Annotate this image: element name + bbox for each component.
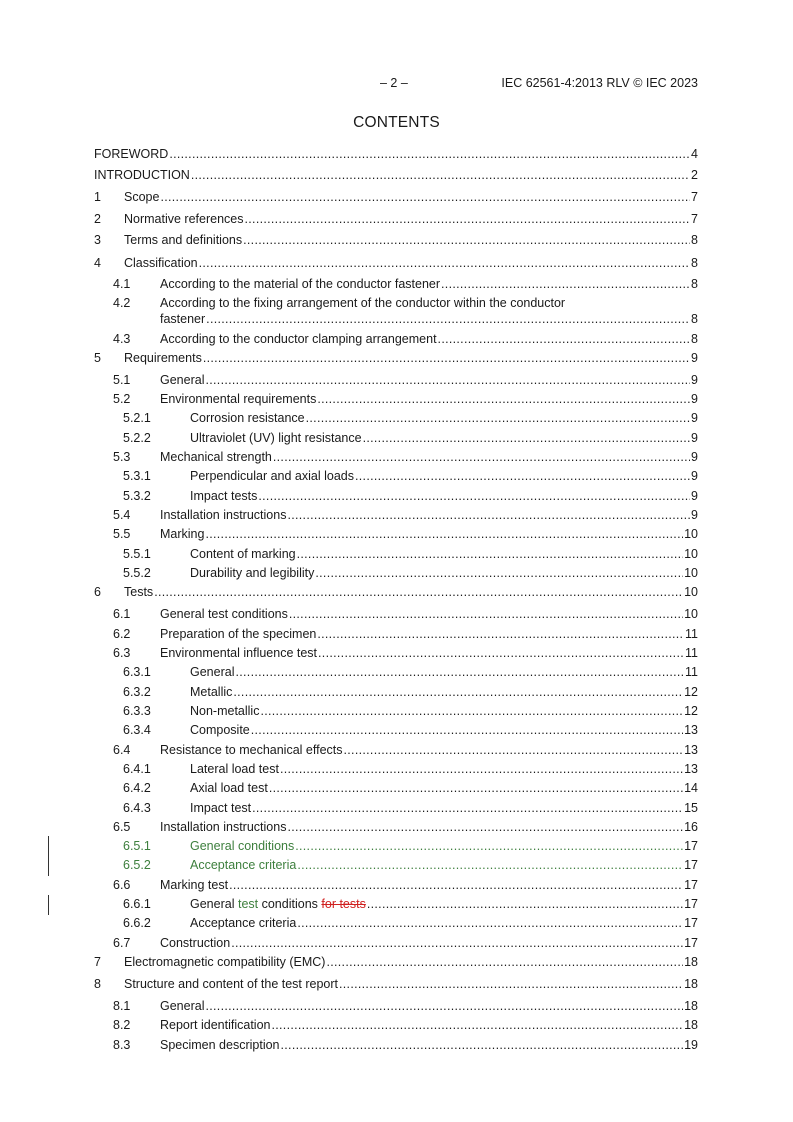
toc-page: 11 <box>685 665 698 679</box>
dot-leader <box>154 585 683 600</box>
toc-page: 7 <box>691 212 698 226</box>
toc-title: Acceptance criteria <box>190 916 297 930</box>
toc-title: Marking <box>160 527 205 541</box>
toc-title: Impact test <box>190 801 252 815</box>
toc-title: Perpendicular and axial loads <box>190 469 354 483</box>
page-title: CONTENTS <box>353 114 440 131</box>
toc-page: 18 <box>684 1018 698 1032</box>
toc-title: INTRODUCTION <box>94 168 190 182</box>
toc-number: 8.1 <box>113 999 131 1013</box>
toc-title: Composite <box>190 723 250 737</box>
toc-number: 6.3.2 <box>123 685 151 699</box>
toc-page: 10 <box>684 585 698 599</box>
toc-page: 13 <box>684 762 698 776</box>
toc-page: 17 <box>684 897 698 911</box>
dot-leader <box>315 566 683 581</box>
toc-title: According to the conductor clamping arrangement <box>160 332 437 346</box>
dot-leader <box>326 955 683 970</box>
dot-leader <box>344 743 684 758</box>
toc-page: 13 <box>684 743 698 757</box>
dot-leader <box>297 547 683 562</box>
toc-title: Corrosion resistance <box>190 411 305 425</box>
dot-leader <box>243 233 690 248</box>
toc-page: 8 <box>691 233 698 247</box>
toc-page: 8 <box>691 277 698 291</box>
toc-title: Scope <box>124 190 160 204</box>
dot-leader <box>271 1018 683 1033</box>
dot-leader <box>295 839 683 854</box>
toc-number: 6.3.1 <box>123 665 151 679</box>
toc-number: 6.6 <box>113 878 131 892</box>
toc-title: Content of marking <box>190 547 296 561</box>
toc-number: 7 <box>94 955 101 969</box>
change-bar <box>48 895 49 915</box>
toc-page: 9 <box>691 508 698 522</box>
toc-number: 5.5.1 <box>123 547 151 561</box>
toc-number: 5.2 <box>113 392 131 406</box>
dot-leader <box>317 627 684 642</box>
toc-number: 3 <box>94 233 101 247</box>
change-bar <box>48 836 49 876</box>
toc-number: 6.4.1 <box>123 762 151 776</box>
toc-page: 9 <box>691 450 698 464</box>
toc-title: Ultraviolet (UV) light resistance <box>190 431 362 445</box>
dot-leader <box>269 781 683 796</box>
toc-title: General <box>160 373 205 387</box>
dot-leader <box>169 147 690 162</box>
toc-page: 9 <box>691 489 698 503</box>
dot-leader <box>203 351 690 366</box>
toc-title: General test conditions <box>160 607 288 621</box>
dot-leader <box>355 469 690 484</box>
toc-number: 6.5.2 <box>123 858 151 872</box>
toc-page: 10 <box>684 527 698 541</box>
toc-title: Environmental requirements <box>160 392 317 406</box>
toc-number: 2 <box>94 212 101 226</box>
toc-number: 6.4 <box>113 743 131 757</box>
toc-page: 10 <box>684 607 698 621</box>
toc-title: General <box>160 999 205 1013</box>
toc-page: 16 <box>684 820 698 834</box>
toc-number: 6.1 <box>113 607 131 621</box>
toc-title: Resistance to mechanical effects <box>160 743 343 757</box>
dot-leader <box>245 212 691 227</box>
toc-number: 5.2.2 <box>123 431 151 445</box>
toc-number: 5.3.1 <box>123 469 151 483</box>
toc-title: Durability and legibility <box>190 566 315 580</box>
toc-page: 19 <box>684 1038 698 1052</box>
toc-title: Report identification <box>160 1018 271 1032</box>
deleted-text: for tests <box>321 897 366 911</box>
toc-page: 10 <box>684 547 698 561</box>
toc-title: Metallic <box>190 685 233 699</box>
toc-title: General conditions <box>190 839 295 853</box>
toc-title-part: conditions <box>261 897 318 911</box>
toc-page: 9 <box>691 431 698 445</box>
toc-number: 5.5 <box>113 527 131 541</box>
dot-leader <box>339 977 683 992</box>
toc-page: 9 <box>691 373 698 387</box>
toc-number: 5.3.2 <box>123 489 151 503</box>
toc-number: 6.2 <box>113 627 131 641</box>
dot-leader <box>229 878 683 893</box>
toc-number: 4.2 <box>113 296 131 310</box>
toc-number: 1 <box>94 190 101 204</box>
toc-title: Environmental influence test <box>160 646 318 660</box>
dot-leader <box>317 392 690 407</box>
toc-page: 9 <box>691 392 698 406</box>
dot-leader <box>252 801 683 816</box>
dot-leader <box>363 431 690 446</box>
dot-leader <box>233 685 683 700</box>
dot-leader <box>438 332 691 347</box>
toc-page: 17 <box>684 858 698 872</box>
toc-number: 5.5.2 <box>123 566 151 580</box>
toc-number: 5.2.1 <box>123 411 151 425</box>
dot-leader <box>306 411 690 426</box>
toc-title: Construction <box>160 936 231 950</box>
toc-page: 18 <box>684 999 698 1013</box>
toc-number: 5.4 <box>113 508 131 522</box>
toc-number: 5.1 <box>113 373 131 387</box>
toc-number: 8.2 <box>113 1018 131 1032</box>
toc-page: 17 <box>684 916 698 930</box>
dot-leader <box>281 1038 684 1053</box>
toc-number: 4.1 <box>113 277 131 291</box>
dot-leader <box>367 897 683 912</box>
toc-title: Installation instructions <box>160 820 287 834</box>
toc-title: Non-metallic <box>190 704 260 718</box>
toc-page: 12 <box>684 704 698 718</box>
toc-title: According to the fixing arrangement of the conductor within the conductor <box>160 296 566 310</box>
toc-title: Structure and content of the test report <box>124 977 339 991</box>
toc-title: Mechanical strength <box>160 450 272 464</box>
dot-leader <box>258 489 690 504</box>
toc-title: Tests <box>124 585 154 599</box>
dot-leader <box>280 762 683 777</box>
toc-title: Terms and definitions <box>124 233 243 247</box>
toc-number: 6.6.2 <box>123 916 151 930</box>
page-number: – 2 – <box>380 76 408 90</box>
toc-page: 10 <box>684 566 698 580</box>
toc-title: According to the material of the conductor fastener <box>160 277 441 291</box>
toc-number: 6.3.4 <box>123 723 151 737</box>
toc-page: 8 <box>691 312 698 326</box>
toc-number: 8.3 <box>113 1038 131 1052</box>
toc-page: 11 <box>685 646 698 660</box>
toc-page: 11 <box>685 627 698 641</box>
dot-leader <box>441 277 690 292</box>
toc-title-part: General <box>190 897 235 911</box>
toc-number: 6.4.2 <box>123 781 151 795</box>
toc-number: 6.7 <box>113 936 131 950</box>
toc-page: 8 <box>691 332 698 346</box>
toc-title: Preparation of the specimen <box>160 627 317 641</box>
toc-title <box>190 897 366 912</box>
dot-leader <box>251 723 683 738</box>
toc-title: Normative references <box>124 212 244 226</box>
toc-number: 6.3 <box>113 646 131 660</box>
toc-title: FOREWORD <box>94 147 169 161</box>
toc-page: 18 <box>684 977 698 991</box>
toc-title: Classification <box>124 256 198 270</box>
toc-page: 4 <box>691 147 698 161</box>
inserted-text: test <box>237 897 259 911</box>
toc-title-continued: fastener <box>160 312 206 326</box>
toc-page: 9 <box>691 351 698 365</box>
dot-leader <box>260 704 683 719</box>
dot-leader <box>205 373 690 388</box>
toc-number: 5.3 <box>113 450 131 464</box>
dot-leader <box>289 607 683 622</box>
toc-page: 9 <box>691 411 698 425</box>
toc-number: 4.3 <box>113 332 131 346</box>
dot-leader <box>191 168 690 183</box>
toc-title: Specimen description <box>160 1038 280 1052</box>
dot-leader <box>297 858 683 873</box>
dot-leader <box>231 936 683 951</box>
toc-title: Requirements <box>124 351 202 365</box>
toc-number: 6.6.1 <box>123 897 151 911</box>
toc-page: 9 <box>691 469 698 483</box>
standard-reference: IEC 62561-4:2013 RLV © IEC 2023 <box>501 76 698 90</box>
dot-leader <box>273 450 690 465</box>
toc-title: Lateral load test <box>190 762 279 776</box>
toc-page: 17 <box>684 839 698 853</box>
toc-page: 18 <box>684 955 698 969</box>
dot-leader <box>287 820 683 835</box>
dot-leader <box>199 256 690 271</box>
dot-leader <box>318 646 684 661</box>
toc-number: 6 <box>94 585 101 599</box>
dot-leader <box>297 916 683 931</box>
toc-number: 4 <box>94 256 101 270</box>
dot-leader <box>160 190 690 205</box>
dot-leader <box>235 665 684 680</box>
toc-page: 2 <box>691 168 698 182</box>
toc-page: 17 <box>684 936 698 950</box>
dot-leader <box>206 312 690 327</box>
toc-page: 13 <box>684 723 698 737</box>
toc-title: Installation instructions <box>160 508 287 522</box>
toc-page: 8 <box>691 256 698 270</box>
dot-leader <box>287 508 690 523</box>
toc-title: Electromagnetic compatibility (EMC) <box>124 955 326 969</box>
toc-page: 15 <box>684 801 698 815</box>
toc-title: Impact tests <box>190 489 258 503</box>
toc-title: Acceptance criteria <box>190 858 297 872</box>
toc-number: 6.3.3 <box>123 704 151 718</box>
toc-number: 8 <box>94 977 101 991</box>
toc-title: General <box>190 665 235 679</box>
toc-number: 6.5.1 <box>123 839 151 853</box>
toc-number: 5 <box>94 351 101 365</box>
toc-number: 6.4.3 <box>123 801 151 815</box>
toc-title: Axial load test <box>190 781 268 795</box>
toc-page: 12 <box>684 685 698 699</box>
dot-leader <box>205 527 683 542</box>
dot-leader <box>205 999 683 1014</box>
toc-page: 14 <box>684 781 698 795</box>
toc-page: 17 <box>684 878 698 892</box>
toc-number: 6.5 <box>113 820 131 834</box>
toc-page: 7 <box>691 190 698 204</box>
toc-title: Marking test <box>160 878 229 892</box>
toc-entry[interactable] <box>94 296 698 328</box>
